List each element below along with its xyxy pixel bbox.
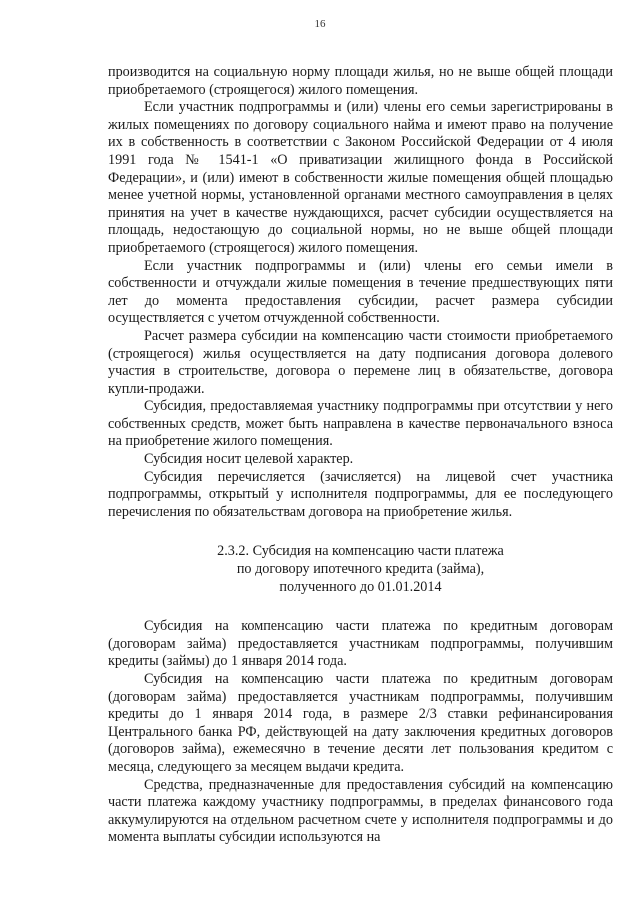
section-heading-line: полученного до 01.01.2014 [279, 578, 442, 595]
document-body [108, 64, 613, 847]
page-number: 16 [314, 18, 326, 30]
paragraph: Субсидия, предоставляемая участнику подпрограммы при отсутствии у него собственных средств, может быть направлена в качестве первоначального взноса на приобретение жилого помещения. [108, 398, 613, 450]
paragraph: Субсидия носит целевой характер. [144, 451, 354, 468]
paragraph: Субсидия на компенсацию части платежа по кредитным договорам (договорам займа) предоставляется участникам подпрограммы, получившим кредиты до 1 января 2014 года, в размере 2/3 ставки рефинансирования Центрального банка РФ, действующей на дату заключения кредитных договоров (договоров займа), ежемесячно в течение десяти лет пользования кредитом с месяца, следующего за месяцем выдачи кредита. [108, 671, 613, 775]
paragraph: Расчет размера субсидии на компенсацию части стоимости приобретаемого (строящегося) жилья осуществляется на дату подписания договора долевого участия в строительстве, договора о перемене лиц в обязательстве, договора купли-продажи. [108, 327, 613, 397]
section-heading-line: 2.3.2. Субсидия на компенсацию части платежа [217, 543, 504, 560]
section-heading-line: по договору ипотечного кредита (займа), [236, 561, 485, 578]
paragraph: Если участник подпрограммы и (или) члены его семьи зарегистрированы в жилых помещениях по договору социального найма и имеют право на получение их в собственность в соответствии с Законом Российской Федерации от 4 июля 1991 года № 1541-1 «О приватизации жилищного фонда в Российской Федерации», и (или) имеют в собственности жилые помещения общей площадью менее учетной нормы, установленной органами местного самоуправления в целях принятия на учет в качестве нуждающихся, расчет субсидии осуществляется на площадь, недостающую до социальной нормы, но не выше общей площади приобретаемого (строящегося) жилого помещения. [108, 99, 613, 256]
paragraph: Субсидия на компенсацию части платежа по кредитным договорам (договорам займа) предоставляется участникам подпрограммы, получившим кредиты (займы) до 1 января 2014 года. [108, 618, 613, 670]
paragraph: Если участник подпрограммы и (или) члены его семьи имели в собственности и отчуждали жилые помещения в течение предшествующих пяти лет до момента предоставления субсидии, расчет размера субсидии осуществляется с учетом отчужденной собственности. [108, 257, 613, 327]
paragraphs-before [108, 64, 613, 521]
section-heading [108, 543, 613, 596]
paragraphs-after [108, 618, 613, 847]
paragraph: Субсидия перечисляется (зачисляется) на лицевой счет участника подпрограммы, открытый у исполнителя подпрограммы, для ее последующего перечисления по обязательствам договора на приобретение жилья. [108, 468, 613, 520]
paragraph: Средства, предназначенные для предоставления субсидий на компенсацию части платежа каждому участнику подпрограммы, в пределах финансового года аккумулируются на отдельном расчетном счете у исполнителя подпрограммы и до момента выплаты субсидии используются на [108, 776, 613, 846]
paragraph: производится на социальную норму площади жилья, но не выше общей площади приобретаемого (строящегося) жилого помещения. [108, 64, 613, 98]
